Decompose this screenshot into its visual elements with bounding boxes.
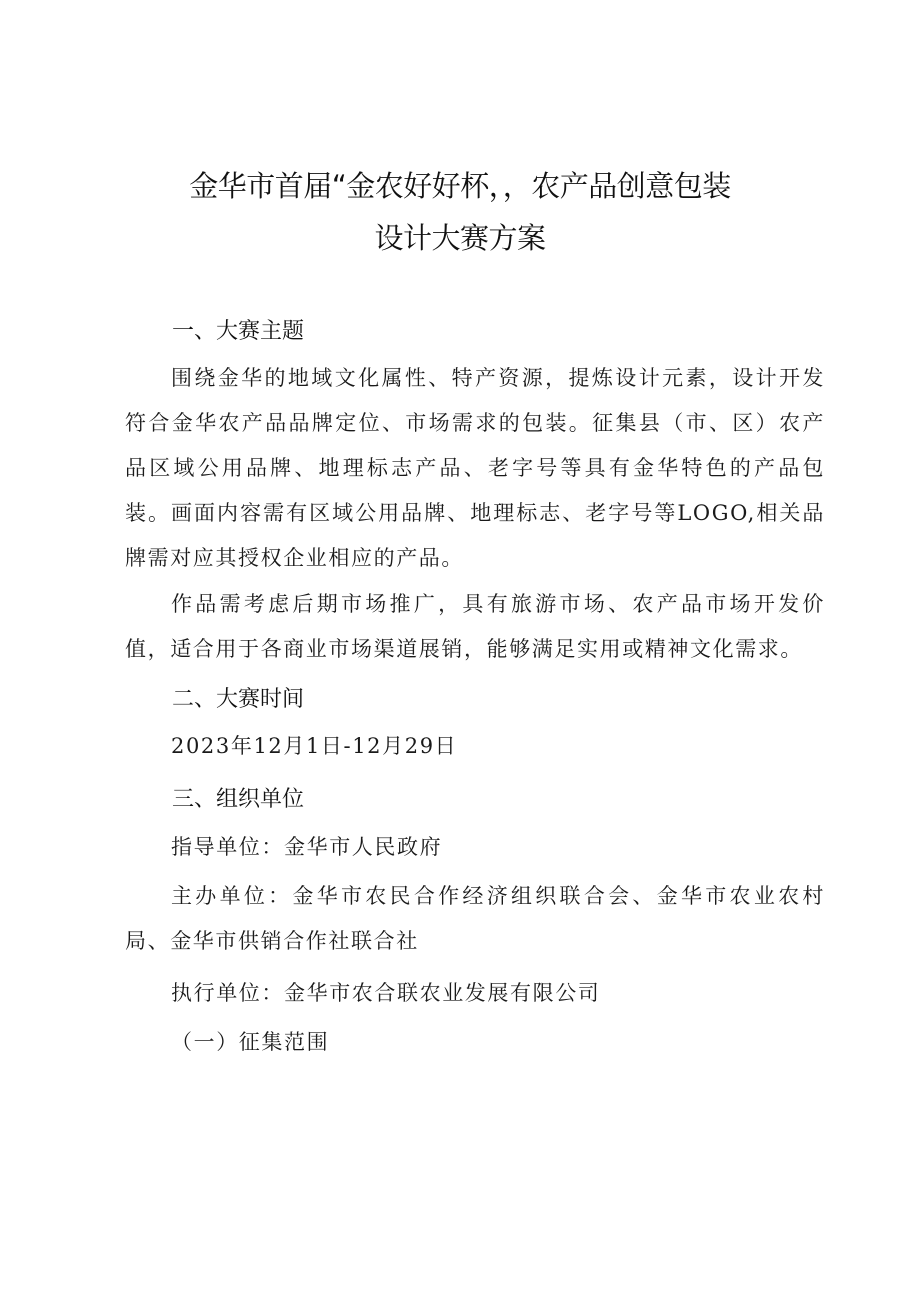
section-heading-time: 二、大赛时间 bbox=[172, 687, 305, 712]
paragraph-theme-2: 作品需考虑后期市场推广，具有旅游市场、农产品市场开发价值，适合用于各商业市场渠道展销，能够满足实用或精神文化需求。 bbox=[125, 592, 825, 661]
guide-unit-text: 指导单位：金华市人民政府 bbox=[171, 835, 443, 859]
contest-date-text: 2023年12月1日-12月29日 bbox=[171, 734, 458, 758]
host-unit-text: 主办单位：金华市农民合作经济组织联合会、金华市农业农村局、金华市供销合作社联合社 bbox=[125, 884, 825, 953]
section-heading-organizers: 三、组织单位 bbox=[172, 787, 305, 812]
document-title-line-2: 设计大赛方案 bbox=[374, 221, 546, 255]
document-title-line-1: 金华市首届“金农好好杯，，农产品创意包装 bbox=[189, 169, 731, 203]
subsection-heading-scope: （一）征集范围 bbox=[171, 1030, 330, 1054]
paragraph-theme-1: 围绕金华的地域文化属性、特产资源，提炼设计元素，设计开发符合金华农产品品牌定位、市场需求的包装。征集县（市、区）农产品区域公用品牌、地理标志产品、老字号等具有金华特色的产品包装。画面内容需有区域公用品牌、地理标志、老字号等LOGO,相关品牌需对应其授权企业相应的产品。 bbox=[125, 366, 825, 570]
exec-unit-text: 执行单位：金华市农合联农业发展有限公司 bbox=[171, 981, 601, 1005]
section-heading-theme: 一、大赛主题 bbox=[172, 319, 305, 344]
